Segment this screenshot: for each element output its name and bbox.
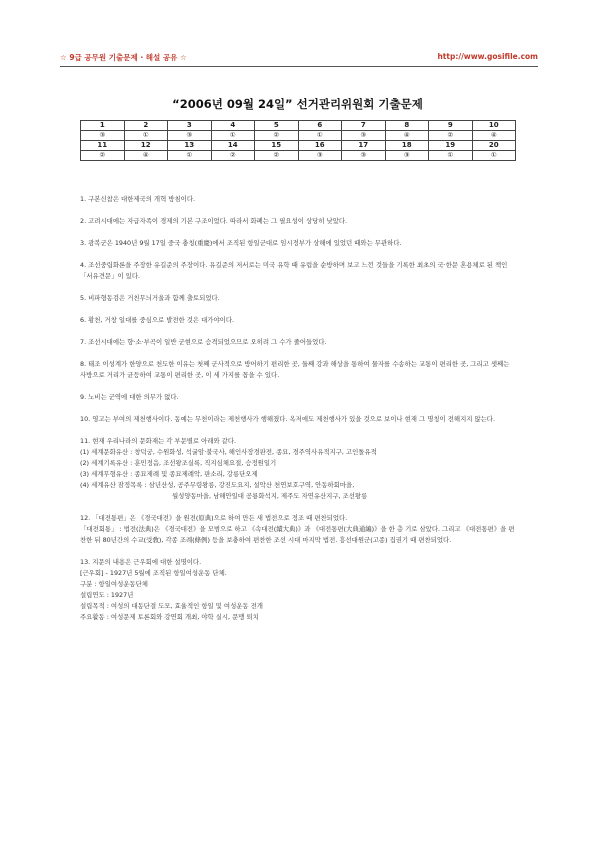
answer-table xyxy=(80,120,516,161)
question-number: 5 xyxy=(255,121,299,131)
answer-row-numbers-2 xyxy=(81,141,516,151)
question-number: 10 xyxy=(472,121,516,131)
question-number: 17 xyxy=(342,141,386,151)
item-line: 11. 현재 우리나라의 문화재는 각 부문별로 아래와 같다. xyxy=(80,437,237,445)
question-number: 2 xyxy=(124,121,168,131)
answer-cell: ① xyxy=(298,131,342,141)
page-header xyxy=(60,52,538,64)
question-number: 13 xyxy=(168,141,212,151)
header-left-text: ☆ 9급 공무원 기출문제 · 해설 공유 ☆ xyxy=(60,53,187,62)
item-line: 월성양동마을, 남해안일대 공룡화석지, 제주도 자연유산지구, 조선왕릉 xyxy=(172,492,368,500)
item-line: 주요활동 : 여성문제 토론회와 강연회 개최, 야학 실시, 문맹 퇴치 xyxy=(80,613,259,621)
item-line: 12. 「대전통편」은 《경국대전》을 원전(原典)으로 하여 만든 새 법전으로 정조 때 편찬되었다. xyxy=(80,514,348,522)
question-number: 4 xyxy=(211,121,255,131)
answer-cell: ③ xyxy=(81,131,125,141)
answer-cell: ③ xyxy=(168,131,212,141)
answer-cell: ③ xyxy=(342,151,386,161)
question-number: 16 xyxy=(298,141,342,151)
question-number: 12 xyxy=(124,141,168,151)
explanation-content xyxy=(80,194,516,634)
header-website-link[interactable]: http://www.gosifile.com xyxy=(437,52,538,61)
explanation-item: 10. 영고는 부여의 제천행사이다. 동예는 무천이라는 제천행사가 행해졌다. 옥저에도 제천행사가 있을 것으로 보이나 현재 그 명칭이 전해지지 않는다. xyxy=(80,415,496,423)
explanation-item: 8. 태조 이성계가 한양으로 천도한 이유는 첫째 군사적으로 방어하기 편리한 곳, 둘째 강과 해상을 통하여 물자를 수송하는 교통이 편리한 곳, 그리고 셋째는 사방으로 거리가 균등하여 교통이 편리한 곳, 이 세 가지를 꼽을 수 있다. xyxy=(80,360,510,379)
answer-cell: ② xyxy=(81,151,125,161)
item-line: 「대전회통」 : 법전(法典)은 《경국대전》을 모범으로 하고 《속대전(續大典)》과 《대전통편(大典通編)》을 한 층 기로 삼았다. 그리고 《대전통편》을 편찬한 뒤 80년간의 수교(受敎), 각종 조례(條例) 등을 보충하여 편찬한 조선 시대 마지막 법전. 흥선대원군(고종) 집권기 때 편찬되었다. xyxy=(80,525,515,544)
answer-cell: ① xyxy=(472,151,516,161)
explanation-item: 6. 황천, 거창 일대를 중심으로 발전한 것은 대가야이다. xyxy=(80,316,235,324)
item-line: 13. 지문의 내용은 근우회에 대한 설명이다. xyxy=(80,558,202,566)
answer-cell: ③ xyxy=(385,151,429,161)
question-number: 18 xyxy=(385,141,429,151)
document-title: “2006년 09월 24일” 선거관리위원회 기출문제 xyxy=(172,97,423,111)
explanation-item-11 xyxy=(80,436,516,502)
question-number: 7 xyxy=(342,121,386,131)
item-line: 구분 : 항일여성운동단체 xyxy=(80,580,148,588)
question-number: 3 xyxy=(168,121,212,131)
answer-cell: ② xyxy=(429,131,473,141)
explanation-item: 9. 노비는 군역에 대한 의무가 없다. xyxy=(80,393,179,401)
question-number: 6 xyxy=(298,121,342,131)
answer-cell: ④ xyxy=(385,131,429,141)
answer-cell: ① xyxy=(429,151,473,161)
answer-row-answers-1 xyxy=(81,131,516,141)
answer-cell: ④ xyxy=(472,131,516,141)
explanation-item: 1. 구본신참은 대한제국의 개혁 방침이다. xyxy=(80,195,196,203)
answer-cell: ① xyxy=(124,131,168,141)
answer-cell: ① xyxy=(211,131,255,141)
answer-cell: ③ xyxy=(342,131,386,141)
explanation-item: 4. 조선중립화론을 주장한 유길준의 주장이다. 유길준의 저서로는 미국 유학 때 유럽을 순방하며 보고 느낀 것들을 기록한 최초의 국·한문 혼용체로 된 책인 「서유견문」이 있다. xyxy=(80,261,508,280)
answer-cell: ③ xyxy=(298,151,342,161)
item-line: 설립목적 : 여성의 대동단결 도모, 효율적인 항일 및 여성운동 전개 xyxy=(80,602,263,610)
answer-cell: ① xyxy=(168,151,212,161)
question-number: 11 xyxy=(81,141,125,151)
item-line: (4) 세계유산 잠정목록 : 삼년산성, 공주무령왕릉, 강진도요지, 설악산 천연보호구역, 안동하회마을, xyxy=(80,481,355,489)
question-number: 14 xyxy=(211,141,255,151)
item-line: [근우회] - 1927년 5월에 조직된 항일여성운동 단체. xyxy=(80,569,227,577)
explanation-item-12 xyxy=(80,513,516,546)
explanation-item: 7. 조선시대에는 향·소·부곡이 일반 군현으로 승격되었으므로 오히려 그 수가 줄어들었다. xyxy=(80,338,327,346)
question-number: 20 xyxy=(472,141,516,151)
answer-cell: ④ xyxy=(124,151,168,161)
question-number: 9 xyxy=(429,121,473,131)
question-number: 15 xyxy=(255,141,299,151)
item-line: (2) 세계기록유산 : 훈민정음, 조선왕조실록, 직지심체요절, 승정원일기 xyxy=(80,459,277,467)
explanation-item: 5. 비파형동검은 거친무늬거울과 함께 출토되었다. xyxy=(80,294,220,302)
item-line: (1) 세계문화유산 : 창덕궁, 수원화성, 석굴암·불국사, 해인사장경판전, 종묘, 경주역사유적지구, 고인돌유적 xyxy=(80,448,377,456)
explanation-item-13 xyxy=(80,557,516,623)
answer-row-answers-2 xyxy=(81,151,516,161)
question-number: 8 xyxy=(385,121,429,131)
explanation-item: 2. 고려시대에는 자급자족이 경제의 기본 구조이었다. 따라서 화폐는 그 필요성이 상당히 낮았다. xyxy=(80,217,348,225)
answer-row-numbers-1 xyxy=(81,121,516,131)
item-line: (3) 세계무형유산 : 종묘제례 및 종묘제례악, 판소리, 강릉단오제 xyxy=(80,470,258,478)
answer-cell: ② xyxy=(255,151,299,161)
question-number: 19 xyxy=(429,141,473,151)
answer-cell: ② xyxy=(255,131,299,141)
explanation-item: 3. 광복군은 1940년 9월 17일 중국 충칭(重慶)에서 조직된 항일군대로 임시정부가 상해에 있었던 때와는 무관하다. xyxy=(80,239,402,247)
item-line: 설립연도 : 1927년 xyxy=(80,591,134,599)
answer-cell: ② xyxy=(211,151,255,161)
question-number: 1 xyxy=(81,121,125,131)
header-divider xyxy=(60,66,538,67)
